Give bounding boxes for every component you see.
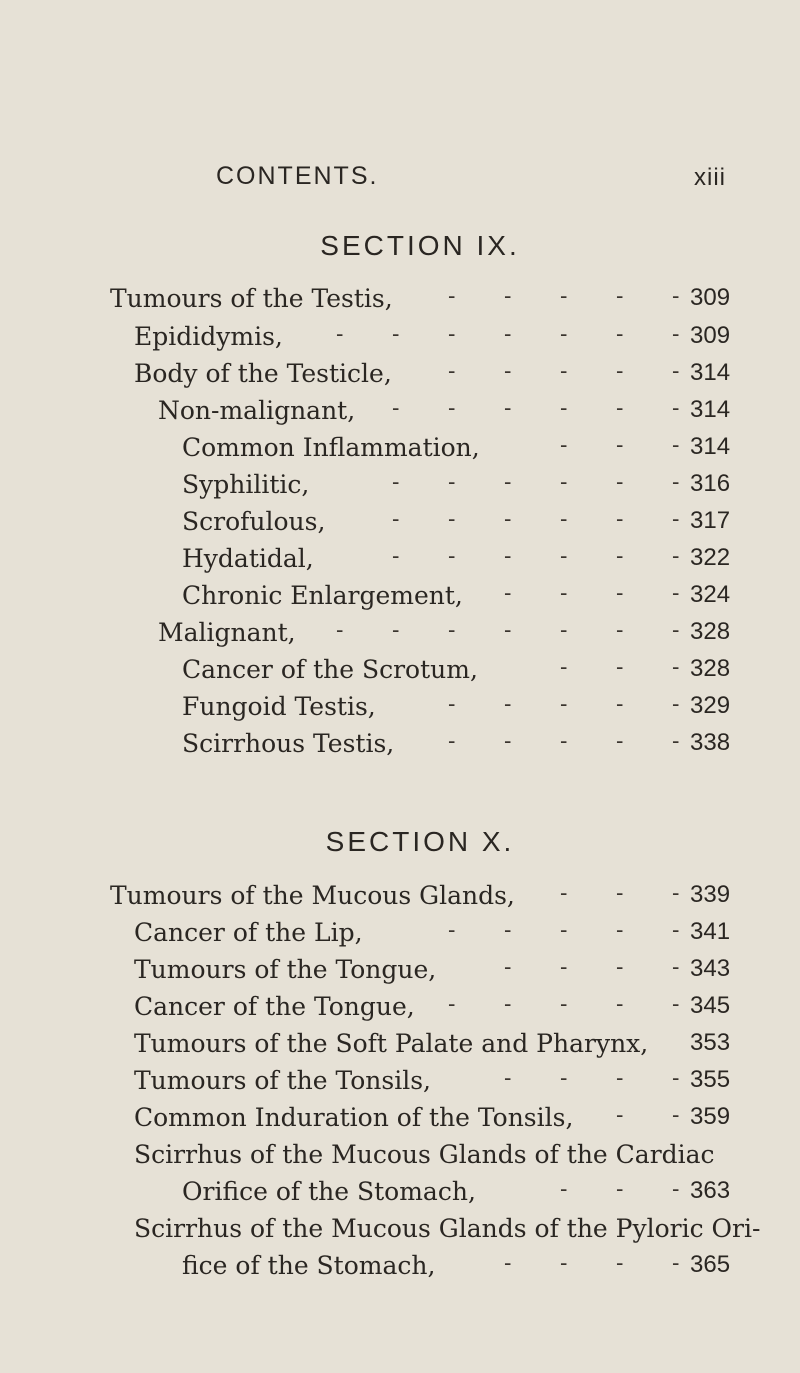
leader-dash: - [504,992,512,1017]
leader-dash: - [504,1066,512,1091]
toc-entry [0,396,800,428]
toc-entry [0,322,800,354]
toc-entry [0,729,800,761]
leader-dash: - [448,992,456,1017]
entry-page: 309 [690,284,731,311]
entry-page: 353 [690,1029,731,1056]
leader-dash: - [560,396,568,421]
entry-label: Non-malignant, [158,396,356,425]
entry-label: Epididymis, [134,322,283,351]
section-heading-ix: SECTION IX. [320,230,520,261]
leader-dash: - [392,618,400,643]
leader-dash: - [504,284,512,309]
leader-dash: - [448,918,456,943]
toc-entry [0,470,800,502]
leader-dash: - [560,881,568,906]
leader-dash: - [672,284,680,309]
entry-page: 363 [690,1177,731,1204]
leader-dash: - [560,992,568,1017]
entry-label: Cancer of the Tongue, [134,992,415,1021]
leader-dash: - [392,322,400,347]
leader-dash: - [616,881,624,906]
leader-dash: - [616,359,624,384]
entry-page: 343 [690,955,731,982]
leader-dash: - [560,918,568,943]
leader-dash: - [672,470,680,495]
toc-entry [0,1066,800,1098]
entry-page: 322 [690,544,731,571]
entry-label: Fungoid Testis, [182,692,376,721]
section-heading-x: SECTION X. [325,826,515,857]
entry-label: Syphilitic, [182,470,310,499]
toc-entry [0,1029,800,1061]
entry-label: Cancer of the Lip, [134,918,363,947]
leader-dash: - [448,470,456,495]
entry-page: 339 [690,881,731,908]
leader-dash: - [560,1177,568,1202]
toc-entry [0,544,800,576]
entry-page: 324 [690,581,731,608]
entry-label: Common Induration of the Tonsils, [134,1103,574,1132]
leader-dash: - [616,1177,624,1202]
entry-text: Tumours of the Testis, [110,284,393,313]
leader-dash: - [560,655,568,680]
leader-dash: - [392,544,400,569]
toc-entry [0,433,800,465]
entry-page: 345 [690,992,731,1019]
leader-dash: - [672,881,680,906]
entry-label: Scirrhus of the Mucous Glands of the Cardiac [134,1140,715,1169]
entry-label: Common Inflammation, [182,433,480,462]
leader-dash: - [504,692,512,717]
leader-dash: - [560,1066,568,1091]
leader-dash: - [672,655,680,680]
leader-dash: - [616,544,624,569]
leader-dash: - [616,655,624,680]
toc-entry [0,581,800,613]
leader-dash: - [616,507,624,532]
leader-dash: - [560,284,568,309]
leader-dash: - [616,1103,624,1128]
leader-dash: - [616,729,624,754]
leader-dash: - [504,729,512,754]
leader-dash: - [504,396,512,421]
leader-dash: - [616,992,624,1017]
entry-label: Orifice of the Stomach, [182,1177,476,1206]
entry-page: 314 [690,396,731,423]
leader-dash: - [448,322,456,347]
entry-page: 316 [690,470,731,497]
leader-dash: - [672,1177,680,1202]
toc-entry [0,1140,800,1172]
leader-dash: - [336,322,344,347]
entry-page: 314 [690,359,731,386]
leader-dash: - [616,396,624,421]
leader-dash: - [672,955,680,980]
entry-page: 359 [690,1103,731,1130]
leader-dash: - [672,322,680,347]
toc-entry [0,918,800,950]
leader-dash: - [616,618,624,643]
page-number: xiii [694,164,726,191]
leader-dash: - [448,396,456,421]
leader-dash: - [672,581,680,606]
entry-label: fice of the Stomach, [182,1251,436,1280]
leader-dash: - [504,918,512,943]
toc-entry [0,359,800,391]
leader-dash: - [504,581,512,606]
leader-dash: - [336,618,344,643]
toc-entry [0,507,800,539]
leader-dash: - [392,396,400,421]
entry-label: Scirrhus of the Mucous Glands of the Pyloric Ori- [134,1214,761,1243]
leader-dash: - [448,692,456,717]
toc-entry [0,881,800,913]
entry-label: Tumours of the Mucous Glands, [110,881,515,910]
leader-dash: - [672,729,680,754]
leader-dash: - [560,544,568,569]
toc-entry [0,1103,800,1135]
leader-dash: - [672,1066,680,1091]
entry-label: Body of the Testicle, [134,359,392,388]
leader-dash: - [672,918,680,943]
leader-dash: - [560,359,568,384]
leader-dash: - [672,507,680,532]
leader-dash: - [616,1066,624,1091]
entry-page: 328 [690,655,731,682]
entry-label: Tumours of the Tonsils, [134,1066,431,1095]
leader-dash: - [672,544,680,569]
leader-dash: - [616,918,624,943]
leader-dash: - [504,470,512,495]
entry-label: Malignant, [158,618,296,647]
leader-dash: - [560,433,568,458]
entry-label: Cancer of the Scrotum, [182,655,478,684]
leader-dash: - [616,433,624,458]
leader-dash: - [560,470,568,495]
leader-dash: - [616,955,624,980]
leader-dash: - [672,618,680,643]
leader-dash: - [504,359,512,384]
entry-label: Hydatidal, [182,544,314,573]
leader-dash: - [448,544,456,569]
entry-label: Tumours of the Tongue, [134,955,437,984]
toc-entry [0,955,800,987]
leader-dash: - [392,507,400,532]
leader-dash: - [616,470,624,495]
leader-dash: - [504,618,512,643]
toc-entry [0,618,800,650]
leader-dash: - [672,396,680,421]
leader-dash: - [672,1103,680,1128]
leader-dash: - [672,692,680,717]
entry-label: Tumours of the Soft Palate and Pharynx, [134,1029,649,1058]
leader-dash: - [672,1251,680,1276]
leader-dash: - [560,507,568,532]
toc-entry [0,992,800,1024]
toc-entry [0,692,800,724]
leader-dash: - [560,581,568,606]
leader-dash: - [560,618,568,643]
leader-dash: - [448,618,456,643]
page-header [0,162,800,198]
entry-label: Scirrhous Testis, [182,729,395,758]
toc-entry [0,284,800,316]
leader-dash: - [448,359,456,384]
leader-dash: - [560,1251,568,1276]
leader-dash: - [448,507,456,532]
leader-dash: - [504,507,512,532]
leader-dash: - [504,322,512,347]
running-title: CONTENTS. [216,162,379,190]
leader-dash: - [504,1251,512,1276]
leader-dash: - [616,284,624,309]
leader-dash: - [560,729,568,754]
leader-dash: - [504,544,512,569]
toc-entry [0,1251,800,1283]
toc-entry [0,1177,800,1209]
leader-dash: - [504,955,512,980]
entry-page: 365 [690,1251,731,1278]
leader-dash: - [672,992,680,1017]
leader-dash: - [616,1251,624,1276]
entry-label [110,284,393,313]
entry-page: 338 [690,729,731,756]
leader-dash: - [672,433,680,458]
entry-page: 328 [690,618,731,645]
leader-dash: - [616,692,624,717]
leader-dash: - [616,581,624,606]
entry-page: 329 [690,692,731,719]
entry-page: 355 [690,1066,731,1093]
leader-dash: - [616,322,624,347]
toc-entry [0,1214,800,1246]
leader-dash: - [560,692,568,717]
entry-page: 314 [690,433,731,460]
leader-dash: - [560,955,568,980]
toc-entry [0,655,800,687]
entry-page: 309 [690,322,731,349]
entry-page: 317 [690,507,731,534]
leader-dash: - [392,470,400,495]
leader-dash: - [672,359,680,384]
entry-label: Chronic Enlargement, [182,581,463,610]
leader-dash: - [560,322,568,347]
entry-page: 341 [690,918,731,945]
leader-dash: - [448,284,456,309]
entry-label: Scrofulous, [182,507,326,536]
leader-dash: - [448,729,456,754]
